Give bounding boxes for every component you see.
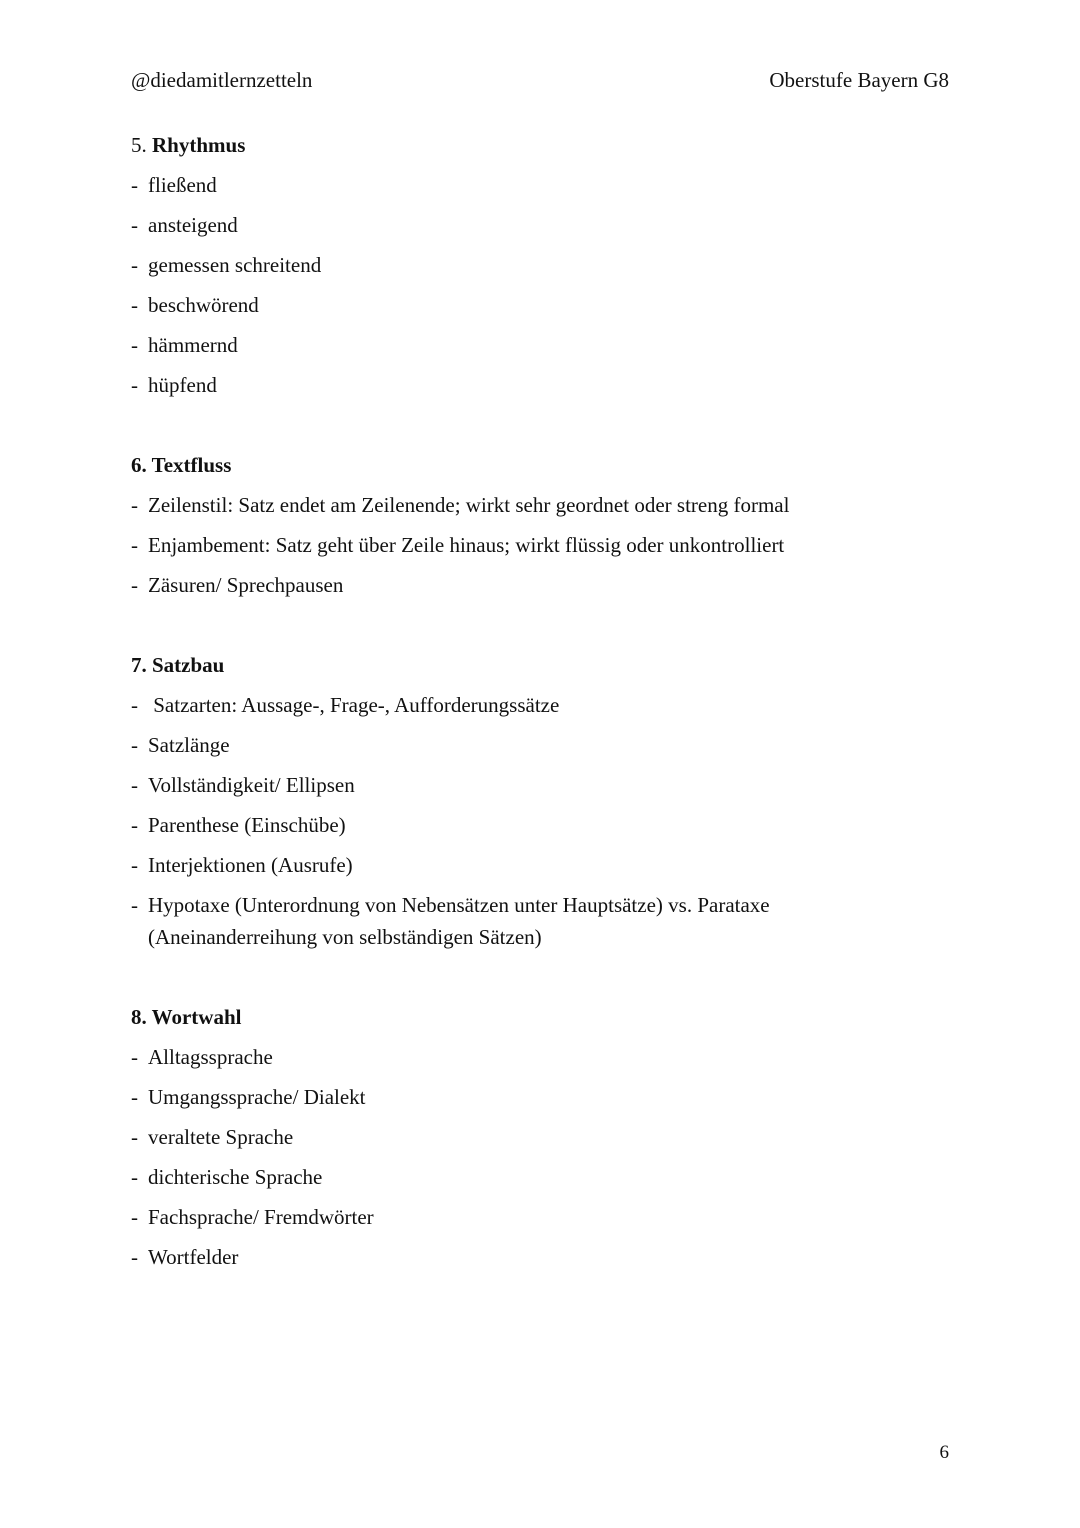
bullet-dash: - — [131, 213, 138, 237]
bullet-dash: - — [131, 1085, 138, 1109]
section-number: 8. — [131, 1005, 147, 1029]
section-spacer — [131, 611, 951, 651]
list-item: - Interjektionen (Ausrufe) — [131, 851, 951, 891]
bullet-dash: - — [131, 813, 138, 837]
section-heading-textfluss — [131, 451, 951, 491]
section-spacer — [131, 411, 951, 451]
bullet-dash: - — [131, 773, 138, 797]
section-heading-rhythmus — [131, 131, 951, 171]
section-title: Rhythmus — [152, 133, 246, 157]
bullet-dash: - — [131, 1205, 138, 1229]
header-course-label: Oberstufe Bayern G8 — [769, 68, 949, 92]
section-title: Wortwahl — [151, 1005, 242, 1029]
list-item: - beschwörend — [131, 291, 951, 331]
list-item: - gemessen schreitend — [131, 251, 951, 291]
list-item: - Wortfelder — [131, 1243, 951, 1283]
bullet-dash: - — [131, 573, 138, 597]
bullet-dash: - — [131, 853, 138, 877]
list-item: - Enjambement: Satz geht über Zeile hinaus; wirkt flüssig oder unkontrolliert — [131, 531, 951, 571]
bullet-dash: - — [131, 733, 138, 757]
section-spacer — [131, 963, 951, 1003]
bullet-dash: - — [131, 533, 138, 557]
list-item: - Umgangssprache/ Dialekt — [131, 1083, 951, 1123]
bullet-dash: - — [131, 693, 138, 717]
bullet-dash: - — [131, 333, 138, 357]
list-item: - ansteigend — [131, 211, 951, 251]
list-item: - fließend — [131, 171, 951, 211]
list-item: - Satzlänge — [131, 731, 951, 771]
bullet-dash: - — [131, 173, 138, 197]
bullet-dash: - — [131, 1245, 138, 1269]
list-item: - Zäsuren/ Sprechpausen — [131, 571, 951, 611]
list-item: - Fachsprache/ Fremdwörter — [131, 1203, 951, 1243]
header-author-handle: @diedamitlernzetteln — [131, 68, 313, 92]
list-item: - Zeilenstil: Satz endet am Zeilenende; wirkt sehr geordnet oder streng formal — [131, 491, 951, 531]
list-item: - Vollständigkeit/ Ellipsen — [131, 771, 951, 811]
bullet-dash: - — [131, 1125, 138, 1149]
list-item: - dichterische Sprache — [131, 1163, 951, 1203]
list-item: - hämmernd — [131, 331, 951, 371]
list-item: - hüpfend — [131, 371, 951, 411]
list-item: - Hypotaxe (Unterordnung von Nebensätzen unter Hauptsätze) vs. Parataxe (Aneinanderreihung von selbständigen Sätzen) — [131, 891, 951, 963]
section-heading-wortwahl — [131, 1003, 951, 1043]
section-number: 6. — [131, 453, 147, 477]
list-item: - veraltete Sprache — [131, 1123, 951, 1163]
bullet-dash: - — [131, 293, 138, 317]
list-item: - Parenthese (Einschübe) — [131, 811, 951, 851]
bullet-dash: - — [131, 893, 138, 917]
section-title: Satzbau — [152, 653, 225, 677]
bullet-dash: - — [131, 1165, 138, 1189]
page-number: 6 — [939, 1442, 949, 1463]
bullet-dash: - — [131, 1045, 138, 1069]
bullet-dash: - — [131, 253, 138, 277]
section-title: Textfluss — [151, 453, 232, 477]
list-item: - Alltagssprache — [131, 1043, 951, 1083]
section-number: 5. — [131, 133, 147, 157]
section-number: 7. — [131, 653, 147, 677]
bullet-dash: - — [131, 493, 138, 517]
bullet-dash: - — [131, 373, 138, 397]
page-content — [131, 131, 951, 1283]
section-heading-satzbau — [131, 651, 951, 691]
list-item: - Satzarten: Aussage-, Frage-, Aufforderungssätze — [131, 691, 951, 731]
